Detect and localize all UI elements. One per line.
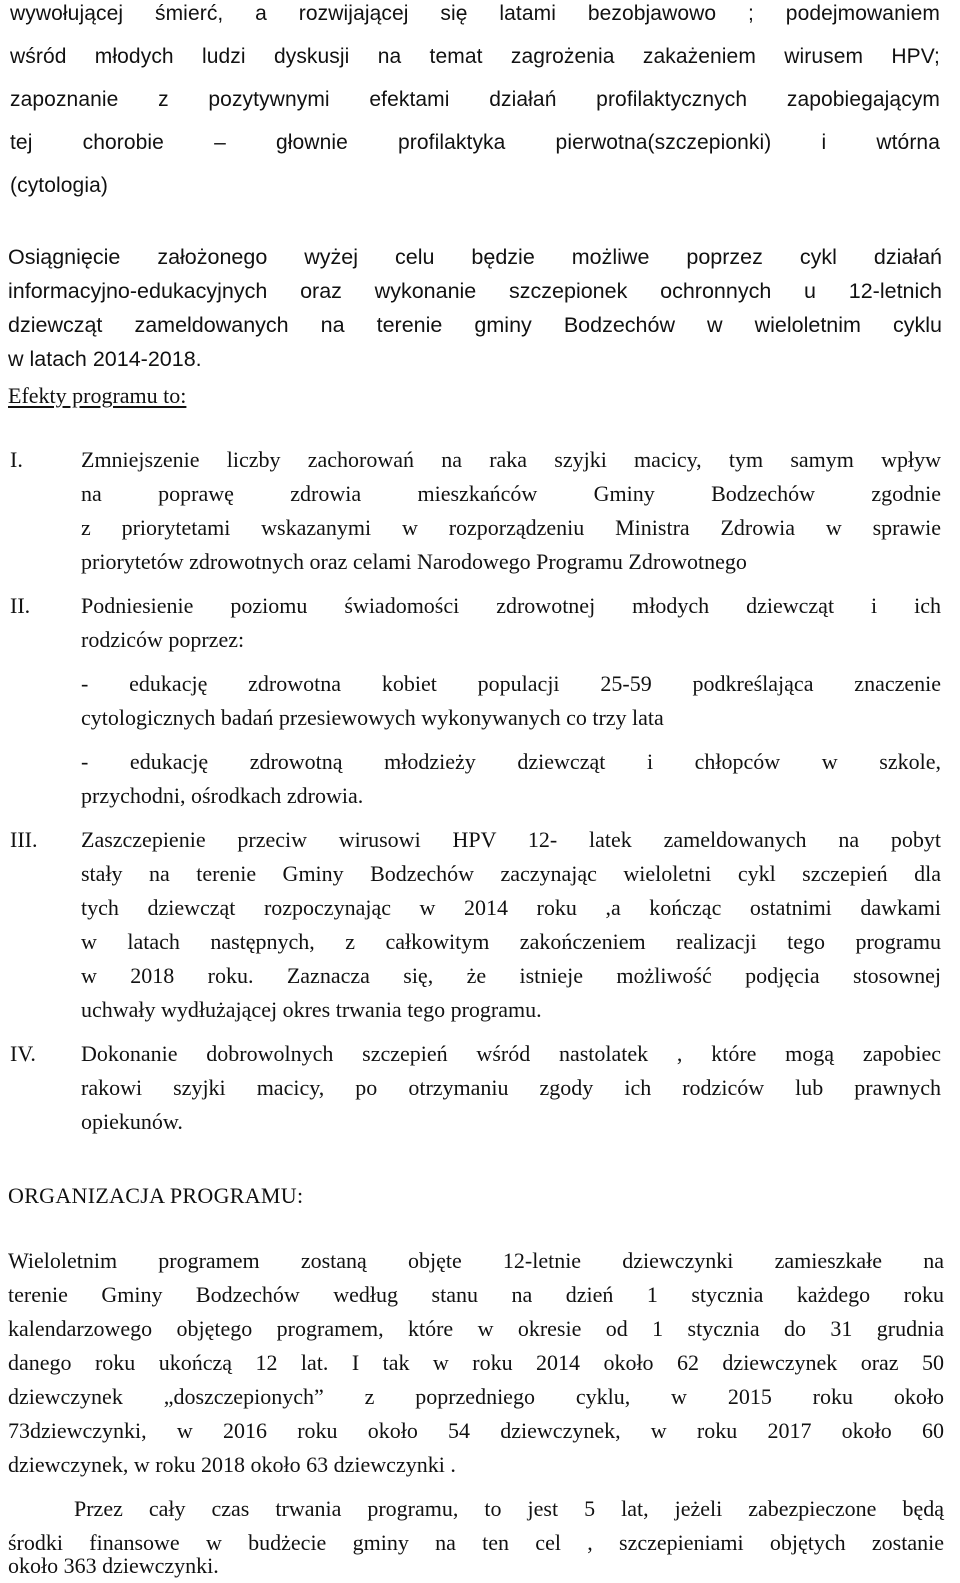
effect-line: na poprawę zdrowia mieszkańców Gminy Bodzechów zgodnie <box>81 481 941 506</box>
effect-line: Zmniejszenie liczby zachorowań na raka szyjki macicy, tym samym wpływ <box>81 447 941 472</box>
effect-line: priorytetów zdrowotnych oraz celami Narodowego Programu Zdrowotnego <box>81 549 747 574</box>
organization-line: Wieloletnim programem zostaną objęte 12-letnie dziewczynki zamieszkałe na <box>8 1248 944 1273</box>
effect-line: tych dziewcząt rozpoczynając w 2014 roku ,a kończąc ostatnimi dawkami <box>81 895 941 920</box>
effect-line: uchwały wydłużającej okres trwania tego programu. <box>81 997 542 1022</box>
organization-line: danego roku ukończą 12 lat. I tak w roku 2014 około 62 dziewczynek oraz 50 <box>8 1350 944 1375</box>
effect-line: - edukację zdrowotna kobiet populacji 25-59 podkreślająca znaczenie <box>81 671 941 696</box>
organization-line: 73dziewczynki, w 2016 roku około 54 dziewczynek, w roku 2017 około 60 <box>8 1418 944 1443</box>
organization-line: środki finansowe w budżecie gminy na ten cel , szczepieniami objętych zostanie <box>8 1530 944 1555</box>
effects-heading: Efekty programu to: <box>8 383 187 408</box>
effect-line: cytologicznych badań przesiewowych wykonywanych co trzy lata <box>81 705 664 730</box>
effect-line: z priorytetami wskazanymi w rozporządzeniu Ministra Zdrowia w sprawie <box>81 515 941 540</box>
effect-line: - edukację zdrowotną młodzieży dziewcząt i chłopców w szkole, <box>81 749 941 774</box>
organization-line: dziewczynek „doszczepionych” z poprzedniego cyklu, w 2015 roku około <box>8 1384 944 1409</box>
effect-line: Zaszczepienie przeciw wirusowi HPV 12- latek zameldowanych na pobyt <box>81 827 941 852</box>
organization-line: kalendarzowego objętego programem, które w okresie od 1 stycznia do 31 grudnia <box>8 1316 944 1341</box>
organization-line: terenie Gminy Bodzechów według stanu na dzień 1 stycznia każdego roku <box>8 1282 944 1307</box>
effect-line: opiekunów. <box>81 1109 183 1134</box>
organization-heading: ORGANIZACJA PROGRAMU: <box>8 1183 304 1208</box>
organization-line: dziewczynek, w roku 2018 około 63 dziewczynki . <box>8 1452 456 1477</box>
intro-line: tej chorobie – głownie profilaktyka pierwotna(szczepionki) i wtórna <box>10 131 940 154</box>
effect-line: w 2018 roku. Zaznacza się, że istnieje możliwość podjęcia stosownej <box>81 963 941 988</box>
effect-line: przychodni, ośrodkach zdrowia. <box>81 783 364 808</box>
effect-numeral: I. <box>10 447 23 472</box>
goal-line: dziewcząt zameldowanych na terenie gminy Bodzechów w wieloletnim cyklu <box>8 313 942 337</box>
effect-line: rodziców poprzez: <box>81 627 245 652</box>
effect-line: rakowi szyjki macicy, po otrzymaniu zgody ich rodziców lub prawnych <box>81 1075 941 1100</box>
goal-line: informacyjno-edukacyjnych oraz wykonanie szczepionek ochronnych u 12-letnich <box>8 279 942 303</box>
goal-line: Osiągnięcie założonego wyżej celu będzie możliwe poprzez cykl działań <box>8 245 942 269</box>
organization-line: około 363 dziewczynki. <box>8 1553 219 1578</box>
intro-line: wywołującej śmierć, a rozwijającej się latami bezobjawowo ; podejmowaniem <box>10 2 940 25</box>
intro-line: wśród młodych ludzi dyskusji na temat zagrożenia zakażeniem wirusem HPV; <box>10 45 940 68</box>
intro-line: zapoznanie z pozytywnymi efektami działań profilaktycznych zapobiegającym <box>10 88 940 111</box>
intro-line: (cytologia) <box>10 174 108 197</box>
effect-numeral: IV. <box>10 1041 36 1066</box>
effect-numeral: II. <box>10 593 31 618</box>
organization-line: Przez cały czas trwania programu, to jest 5 lat, jeżeli zabezpieczone będą <box>74 1496 944 1521</box>
effect-line: stały na terenie Gminy Bodzechów zaczynając wieloletni cykl szczepień dla <box>81 861 941 886</box>
effect-line: Dokonanie dobrowolnych szczepień wśród nastolatek , które mogą zapobiec <box>81 1041 941 1066</box>
effect-line: w latach następnych, z całkowitym zakończeniem realizacji tego programu <box>81 929 941 954</box>
goal-line: w latach 2014-2018. <box>8 347 202 371</box>
effect-numeral: III. <box>10 827 38 852</box>
effect-line: Podniesienie poziomu świadomości zdrowotnej młodych dziewcząt i ich <box>81 593 941 618</box>
